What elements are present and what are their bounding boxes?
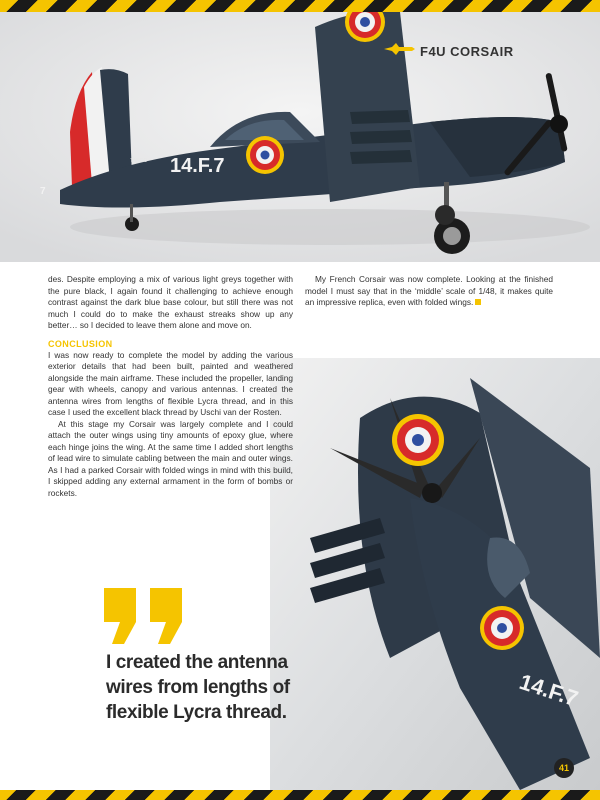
corsair-silhouette-icon xyxy=(382,42,416,56)
end-of-article-marker xyxy=(475,299,481,305)
article-right-column xyxy=(305,274,553,309)
fuselage-code-label: 14.F.7 xyxy=(170,155,225,177)
bottom-aircraft-photo xyxy=(270,358,600,790)
pull-quote-line: flexible Lycra thread. xyxy=(106,702,287,723)
bottom-hazard-stripe xyxy=(0,790,600,800)
nose-text-label: TANGO xyxy=(130,158,148,164)
pull-quote-line: wires from lengths of xyxy=(106,677,290,698)
article-paragraph: My French Corsair was now complete. Looking at the finished model I must say that in the ‘middle’ scale of 1/48, it makes quite an impressive replica, even with folded wings. xyxy=(305,274,553,307)
pull-quote-line: I created the antenna xyxy=(106,652,288,673)
section-tag-label: F4U CORSAIR xyxy=(420,44,514,59)
top-hazard-stripe xyxy=(0,0,600,12)
article-paragraph: des. Despite employing a mix of various light greys together with the pure black, I again found it challenging to achieve enough contrast against the dark blue base colour, but still there was not much I could do to make the exhaust streaks show up any better… so I decided to leave them alone and move on. xyxy=(48,274,293,330)
quote-marks-icon xyxy=(104,588,188,644)
article-paragraph: At this stage my Corsair was largely complete and I could attach the outer wings using tiny amounts of epoxy glue, where each hinge joins the wing. At the same time I added short lengths of lead wire to simulate cabling between the main and outer wings. As I had a parked Corsair with folded wings in mind with this build, I skipped adding any external armament in the form of bombs or rockets. xyxy=(48,418,293,498)
article-paragraph: I was now ready to complete the model by adding the various exterior details that had been built, painted and weathered alongside the main airframe. These included the propeller, landing gear with wheels, canopy and various antennas. I created the antenna wires from lengths of flexible Lycra thread, and in this case I used the excellent black thread by Uschi van der Rosten. xyxy=(48,349,293,417)
page-number: 41 xyxy=(554,758,574,778)
pull-quote xyxy=(106,650,306,725)
bottom-fuselage-code-label: 14.F.7 xyxy=(516,668,582,712)
section-heading: CONCLUSION xyxy=(48,338,113,349)
article-left-column xyxy=(48,274,293,499)
tail-number-label: 7 xyxy=(40,186,46,197)
section-tag xyxy=(420,44,514,59)
